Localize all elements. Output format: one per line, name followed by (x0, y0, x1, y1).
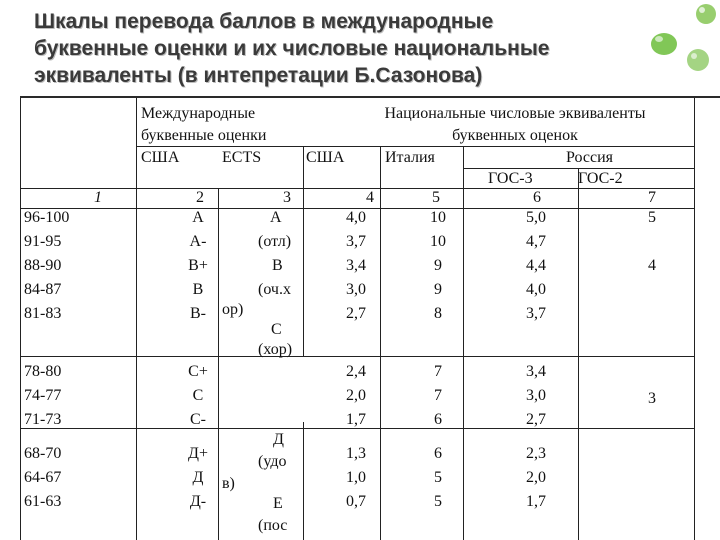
ects-grade: B (272, 257, 283, 274)
header-national-line-1: Национальные числовые эквиваленты (384, 105, 646, 122)
italy-grade: 6 (434, 411, 442, 428)
usa-letter-grade: C (192, 387, 204, 404)
table-border-right (694, 98, 695, 540)
usa-numeric: 1,3 (346, 445, 366, 462)
score-range: 88-90 (24, 257, 62, 274)
score-range: 91-95 (24, 233, 62, 250)
russia-gos3-grade: 1,7 (526, 493, 546, 510)
header-national-line-2: буквенных оценок (452, 127, 578, 144)
russia-gos3-grade: 3,4 (526, 363, 546, 380)
usa-numeric: 2,0 (346, 387, 366, 404)
italy-grade: 7 (434, 387, 442, 404)
usa-letter-grade: C+ (188, 363, 208, 380)
title-line-3: эквиваленты (в интепретации Б.Сазонова) (34, 64, 483, 87)
ects-grade: (отл) (258, 233, 292, 250)
column-number-1: 1 (94, 189, 102, 206)
title-underline (20, 96, 720, 98)
score-range: 78-80 (24, 363, 62, 380)
ects-grade: Д (273, 431, 284, 448)
italy-grade: 8 (434, 305, 442, 322)
column-divider (578, 168, 579, 540)
italy-grade: 6 (434, 445, 442, 462)
row-divider (20, 356, 694, 357)
column-number-4: 4 (366, 189, 374, 206)
russia-gos3-grade: 2,7 (526, 411, 546, 428)
column-number-6: 6 (533, 189, 541, 206)
russia-gos3-grade: 2,3 (526, 445, 546, 462)
header-gos2: ГОС-2 (578, 170, 623, 187)
ects-grade: A (270, 209, 282, 226)
italy-grade: 5 (434, 493, 442, 510)
usa-letter-grade: Д (192, 469, 204, 486)
ects-grade: C (271, 321, 282, 338)
ects-grade: (удо (258, 453, 287, 470)
usa-letter-grade: C- (190, 411, 206, 428)
score-range: 81-83 (24, 305, 62, 322)
column-number-2: 2 (196, 189, 204, 206)
usa-letter-grade: B- (190, 305, 206, 322)
usa-letter-grade: A- (189, 233, 207, 250)
slide-title (34, 8, 634, 89)
usa-letter-grade: Д+ (188, 445, 208, 462)
usa-letter-grade: Д- (189, 493, 207, 510)
header-italy: Италия (385, 149, 435, 166)
usa-numeric: 3,4 (346, 257, 366, 274)
header-usa: США (141, 149, 180, 166)
russia-gos2-grade: 4 (648, 257, 656, 274)
header-usa-numeric: США (306, 149, 345, 166)
usa-numeric: 3,0 (346, 281, 366, 298)
usa-numeric: 2,7 (346, 305, 366, 322)
usa-numeric: 0,7 (346, 493, 366, 510)
russia-gos3-grade: 3,0 (526, 387, 546, 404)
russia-gos3-grade: 4,7 (526, 233, 546, 250)
ects-grade: E (273, 495, 283, 512)
column-number-7: 7 (648, 189, 656, 206)
usa-numeric: 3,7 (346, 233, 366, 250)
russia-gos3-grade: 4,4 (526, 257, 546, 274)
italy-grade: 10 (430, 209, 446, 226)
table-border-left (20, 98, 21, 540)
ects-grade: (пос (258, 517, 288, 534)
header-russia: Россия (566, 149, 614, 166)
column-divider (380, 146, 381, 540)
score-range: 84-87 (24, 281, 62, 298)
russia-gos3-grade: 4,0 (526, 281, 546, 298)
title-line-1: Шкалы перевода баллов в международные (34, 10, 494, 33)
ects-grade: (хор) (258, 341, 293, 358)
russia-gos2-grade: 5 (648, 209, 656, 226)
russia-gos3-grade: 5,0 (526, 209, 546, 226)
droplets-decoration-icon (640, 0, 720, 80)
header-gos3: ГОС-3 (488, 170, 533, 187)
column-divider (463, 146, 464, 540)
column-number-3: 3 (283, 189, 291, 206)
italy-grade: 5 (434, 469, 442, 486)
column-divider (218, 188, 219, 540)
russia-gos3-grade: 2,0 (526, 469, 546, 486)
italy-grade: 9 (434, 281, 442, 298)
usa-letter-grade: B (192, 281, 204, 298)
usa-letter-grade: B+ (188, 257, 208, 274)
italy-grade: 7 (434, 363, 442, 380)
score-range: 64-67 (24, 469, 62, 486)
score-range: 68-70 (24, 445, 62, 462)
title-line-2: буквенные оценки и их числовые национальные (34, 37, 550, 60)
italy-grade: 10 (430, 233, 446, 250)
header-ects: ECTS (222, 149, 262, 166)
usa-numeric: 1,7 (346, 411, 366, 428)
column-divider (303, 146, 304, 356)
russia-gos3-grade: 3,7 (526, 305, 546, 322)
header-intl-line-2: буквенные оценки (141, 127, 267, 144)
usa-numeric: 4,0 (346, 209, 366, 226)
column-number-5: 5 (432, 189, 440, 206)
ects-grade: (оч.х (258, 281, 291, 298)
usa-letter-grade: A (192, 209, 204, 226)
score-range: 96-100 (24, 209, 70, 226)
column-divider (136, 98, 137, 540)
column-divider (303, 422, 304, 540)
ects-grade: в) (222, 475, 235, 492)
score-range: 61-63 (24, 493, 62, 510)
score-range: 74-77 (24, 387, 62, 404)
header-intl-line-1: Международные (141, 105, 256, 122)
italy-grade: 9 (434, 257, 442, 274)
russia-gos2-grade: 3 (648, 390, 656, 407)
usa-numeric: 1,0 (346, 469, 366, 486)
usa-numeric: 2,4 (346, 363, 366, 380)
ects-grade: ор) (222, 301, 244, 318)
score-range: 71-73 (24, 411, 62, 428)
